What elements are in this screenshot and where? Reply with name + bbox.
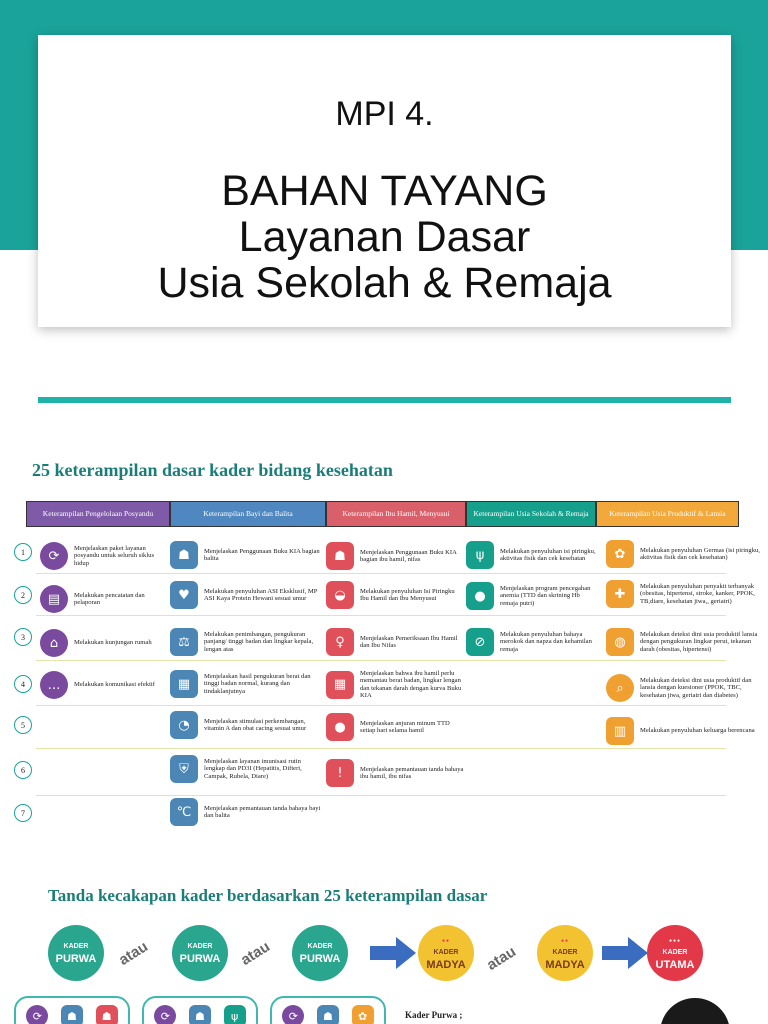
skill-ibu-3: ♀ Menjelaskan Pemeriksaan Ibu Hamil dan Ibu Nifas	[326, 628, 464, 656]
atau-label: atau	[237, 938, 274, 969]
germas-icon: ✿	[352, 1005, 374, 1024]
kia-book-icon: ☗	[317, 1005, 339, 1024]
skill-remaja-2: ● Menjelaskan program pencegahan anemia (TTD dan skrining Hb remaja putri)	[466, 582, 596, 610]
skill-posyandu-2: ▤ Melakukan pencatatan dan pelaporan	[40, 585, 168, 613]
disease-icon: ✚	[606, 580, 634, 608]
kia-book-icon: ☗	[326, 542, 354, 570]
home-cycle-icon: ⟳	[282, 1005, 304, 1024]
row-number-6: 6	[14, 761, 32, 779]
skill-ibu-4: ▦ Menjelaskan bahwa ibu hamil perlu memantau berat badan, lingkar lengan dan tekanan darah dengan kurva Buku KIA	[326, 670, 464, 700]
skill-bayi-3: ⚖ Melakukan penimbangan, pengukuran panjang/ tinggi badan dan lingkar kepala, lengan atas	[170, 628, 322, 656]
icon-group-3	[270, 996, 386, 1024]
contraception-icon: ▥	[606, 717, 634, 745]
category-posyandu: Keterampilan Pengelolaan Posyandu	[26, 501, 170, 527]
drop-icon: ●	[466, 582, 494, 610]
home-cycle-icon: ⟳	[26, 1005, 48, 1024]
questionnaire-icon: ⌕	[606, 674, 634, 702]
title-bahan-tayang: BAHAN TAYANG	[221, 167, 548, 215]
title-usia-sekolah: Usia Sekolah & Remaja	[157, 259, 612, 307]
title-layanan-dasar: Layanan Dasar	[238, 213, 531, 261]
category-ibu-hamil: Keterampilan Ibu Hamil, Menyusui	[326, 501, 466, 527]
atau-label: atau	[483, 943, 520, 974]
skill-lansia-3: ◍ Melakukan deteksi dini usia produktif lansia dengan pengukuran lingkar perut, tekanan darah (obesitas, hipertensi)	[606, 628, 764, 656]
kader-purwa-label: Kader Purwa ;	[405, 1010, 463, 1020]
vaccine-shield-icon: ⛨	[170, 755, 198, 783]
plate-icon: ◒	[326, 581, 354, 609]
pregnant-check-icon: ♀	[326, 628, 354, 656]
icon-group-1	[14, 996, 130, 1024]
title-mpi: MPI 4.	[335, 95, 434, 133]
skill-lansia-5: ▥ Melakukan penyuluhan keluarga berencana	[606, 717, 764, 745]
skill-ibu-5: ● Menjelaskan anjuran minum TTD setiap hari selama hamil	[326, 713, 464, 741]
badge-utama: ●●● KADER UTAMA	[647, 925, 703, 981]
no-smoking-icon: ⊘	[466, 628, 494, 656]
skill-lansia-1: ✿ Melakukan penyuluhan Germas (isi piringku, aktivitas fisik dan cek kesehatan)	[606, 540, 764, 568]
section-title-badges: Tanda kecakapan kader berdasarkan 25 keterampilan dasar	[48, 886, 488, 905]
category-header-row	[26, 501, 739, 527]
skill-posyandu-1: ⟳ Menjelaskan paket layanan posyandu untuk seluruh siklus hidup	[40, 542, 168, 570]
title-card	[38, 35, 731, 327]
skill-posyandu-3: ⌂ Melakukan kunjungan rumah	[40, 629, 168, 657]
row-separator	[36, 615, 726, 616]
arrow-right-icon	[370, 937, 416, 969]
thermometer-icon: ℃	[170, 798, 198, 826]
measure-icon: ◍	[606, 628, 634, 656]
skill-bayi-5: ◔ Menjelaskan stimulasi perkembangan, vitamin A dan obat cacing sesuai umur	[170, 711, 322, 739]
row-number-3: 3	[14, 628, 32, 646]
stimulation-icon: ◔	[170, 711, 198, 739]
badge-madya: ●● KADER MADYA	[418, 925, 474, 981]
icon-group-2	[142, 996, 258, 1024]
house-icon: ⌂	[40, 629, 68, 657]
cutlery-icon: ψ	[224, 1005, 246, 1024]
skill-remaja-3: ⊘ Melakukan penyuluhan bahaya merokok dan napza dan kehamilan remaja	[466, 628, 596, 656]
skill-lansia-2: ✚ Melakukan penyuluhan penyakit terbanyak (obesitas, hipertensi, stroke, kanker, PPOK, TB,diare, kesehatan jiwa,, geriatri)	[606, 580, 764, 608]
germas-icon: ✿	[606, 540, 634, 568]
skill-ibu-6: ! Menjelaskan pemantauan tanda bahaya ibu hamil, ibu nifas	[326, 759, 464, 787]
badge-madya: ●● KADER MADYA	[537, 925, 593, 981]
skill-remaja-1: ψ Melakukan penyuluhan isi piringku, aktivitas fisik dan cek kesehatan	[466, 541, 596, 569]
kia-book-icon: ☗	[170, 541, 198, 569]
kia-book-icon: ☗	[96, 1005, 118, 1024]
person-illustration	[660, 998, 730, 1024]
row-separator	[36, 573, 726, 574]
skill-ibu-1: ☗ Menjelaskan Penggunaan Buku KIA bagian ibu hamil, nifas	[326, 542, 464, 570]
skill-bayi-2: ♥ Melakukan penyuluhan ASI Eksklusif, MP ASI Kaya Protein Hewani sesuai umur	[170, 581, 322, 609]
kia-book-icon: ☗	[189, 1005, 211, 1024]
row-separator	[36, 660, 726, 661]
title-main	[38, 168, 731, 306]
badge-purwa: KADER PURWA	[172, 925, 228, 981]
arrow-right-icon	[602, 937, 648, 969]
skill-bayi-1: ☗ Menjelaskan Penggunaan Buku KIA bagian balita	[170, 541, 322, 569]
home-cycle-icon: ⟳	[40, 542, 68, 570]
row-separator	[36, 705, 726, 706]
row-separator	[36, 748, 726, 749]
skill-bayi-7: ℃ Menjelaskan pemantauan tanda bahaya bayi dan balita	[170, 798, 322, 826]
skill-lansia-4: ⌕ Melakukan deteksi dini usia produktif dan lansia dengan kuesioner (PPOK, TBC, kesehatan jiwa, geriatri dan diabetes)	[606, 674, 764, 702]
row-number-4: 4	[14, 675, 32, 693]
warning-icon: !	[326, 759, 354, 787]
atau-label: atau	[115, 938, 152, 969]
badge-purwa: KADER PURWA	[292, 925, 348, 981]
breastfeeding-icon: ♥	[170, 581, 198, 609]
badge-purwa: KADER PURWA	[48, 925, 104, 981]
section-title-skills: 25 keterampilan dasar kader bidang kesehatan	[32, 460, 393, 480]
report-icon: ▤	[40, 585, 68, 613]
skill-ibu-2: ◒ Melakukan penyuluhan Isi Piringku Ibu Hamil dan Ibu Menyusui	[326, 581, 464, 609]
category-usia-sekolah: Keterampilan Usia Sekolah & Remaja	[466, 501, 596, 527]
scale-icon: ⚖	[170, 628, 198, 656]
row-number-2: 2	[14, 586, 32, 604]
row-separator	[36, 795, 726, 796]
chat-icon: …	[40, 671, 68, 699]
skill-bayi-4: ▦ Menjelaskan hasil pengukuran berat dan tinggi badan normal, kurang dan tindaklanjutnya	[170, 670, 322, 698]
teal-divider	[38, 397, 731, 403]
chart-icon: ▦	[326, 671, 354, 699]
category-usia-produktif: Keterampilan Usia Produktif & Lansia	[596, 501, 739, 527]
kia-book-icon: ☗	[61, 1005, 83, 1024]
blood-drop-icon: ●	[326, 713, 354, 741]
category-bayi-balita: Keterampilan Bayi dan Balita	[170, 501, 326, 527]
skill-posyandu-4: … Melakukan komunikasi efektif	[40, 671, 168, 699]
row-number-7: 7	[14, 804, 32, 822]
row-number-5: 5	[14, 716, 32, 734]
cutlery-icon: ψ	[466, 541, 494, 569]
home-cycle-icon: ⟳	[154, 1005, 176, 1024]
row-number-1: 1	[14, 543, 32, 561]
skill-bayi-6: ⛨ Menjelaskan layanan imunisasi rutin lengkap dan PD3I (Hepatitis, Difteri, Campak, Rubela, Diare)	[170, 755, 322, 783]
chart-icon: ▦	[170, 670, 198, 698]
